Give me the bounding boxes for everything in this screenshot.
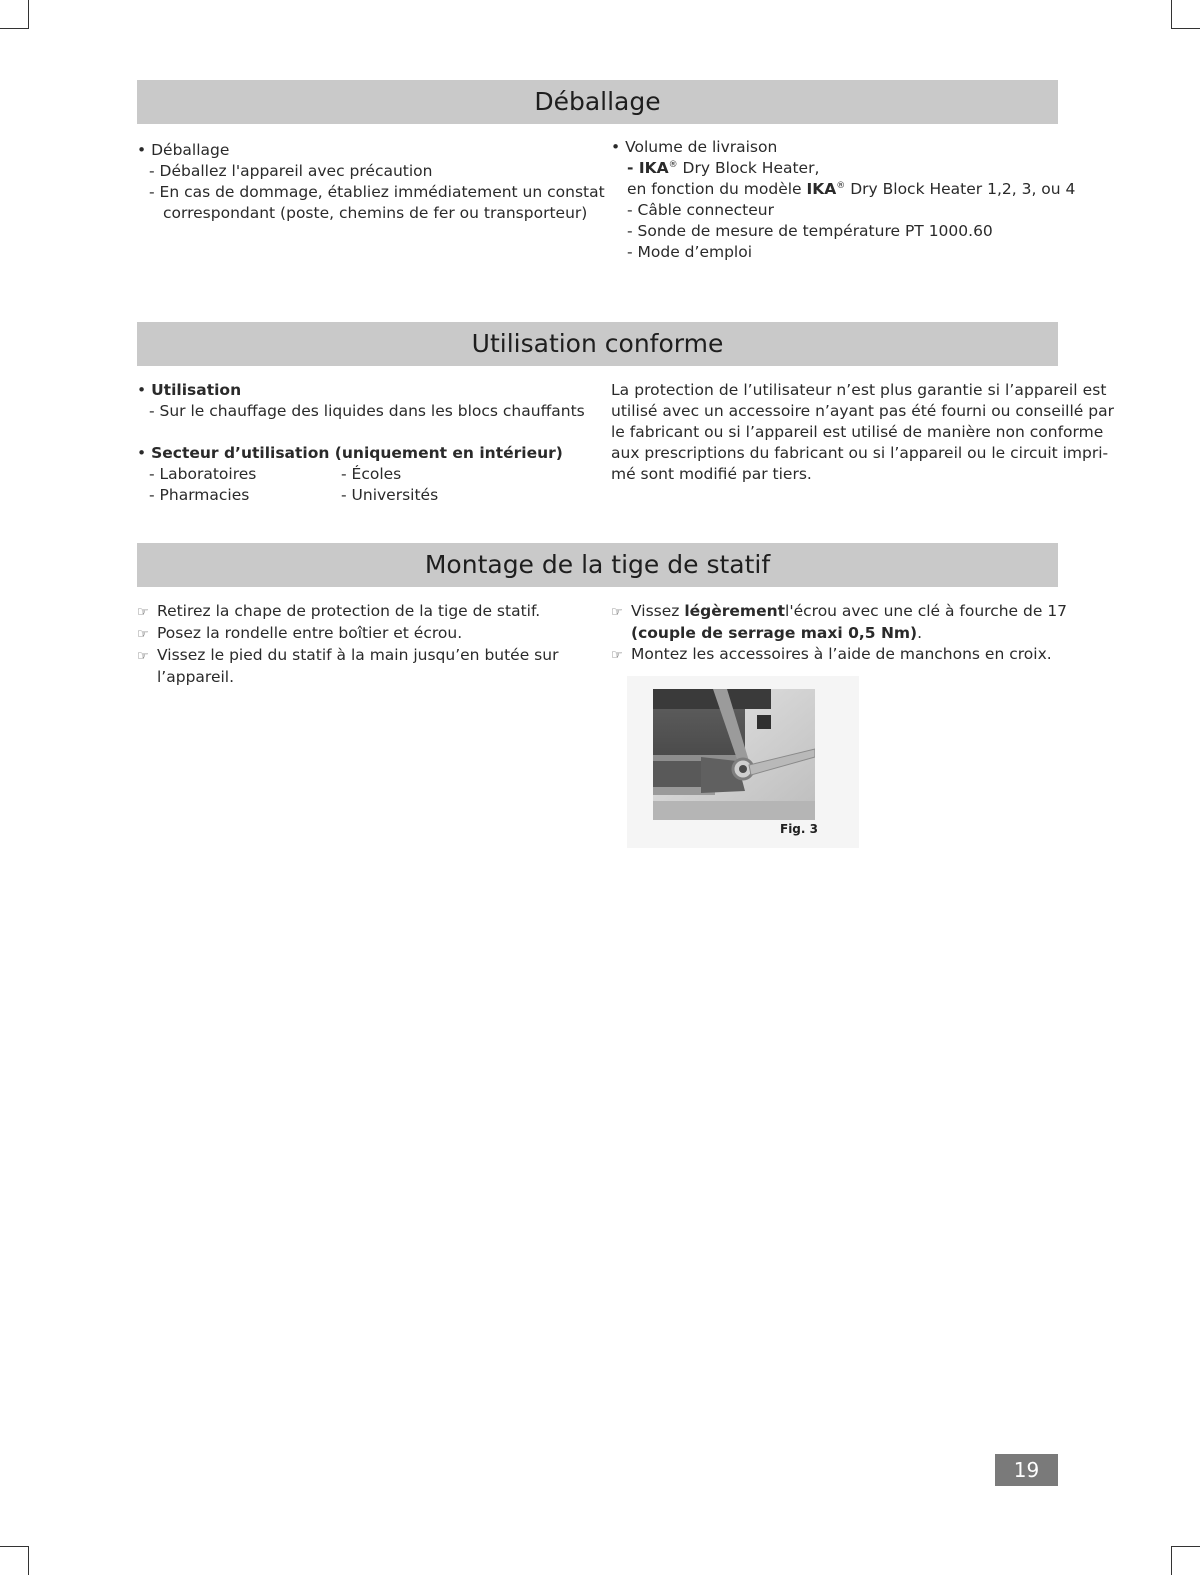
deballage-left-column [137,140,605,224]
bullet-heading: Secteur d’utilisation (uniquement en intérieur) [151,444,563,462]
section-title-montage: Montage de la tige de statif [137,543,1058,587]
list-item: - Câble connecteur [627,201,774,219]
deballage-right-column [611,137,1075,263]
brand-text: IKA [806,180,837,198]
section-title-utilisation: Utilisation conforme [137,322,1058,366]
list-item [611,601,1068,623]
item-text: Retirez la chape de protection de la tige de statif. [157,602,541,620]
bullet-line [137,443,585,464]
crop-mark-top-left [0,0,29,29]
item-text: Vissez [631,602,685,620]
pointing-hand-icon: ☞ [137,605,149,620]
list-item-continuation [611,623,1058,644]
list-item: - Sur le chauffage des liquides dans les blocs chauffants [149,402,585,420]
page-number: 19 [995,1454,1058,1486]
montage-left-column [137,601,558,688]
bullet-icon: • [611,138,621,156]
crop-mark-top-right [1171,0,1200,29]
crop-mark-bottom-left [0,1546,29,1575]
paragraph-line: utilisé avec un accessoire n’ayant pas été fourni ou conseillé par [611,402,1114,420]
grid-cell: - Universités [341,486,439,504]
list-item [137,464,585,485]
registered-mark: ® [836,180,846,191]
montage-right-column [611,601,1068,666]
list-item [137,623,558,645]
utilisation-right-column [611,380,1114,485]
utilisation-left-column [137,380,585,506]
item-text: l'écrou avec une clé à fourche de 17 [785,602,1068,620]
pointing-hand-icon: ☞ [137,627,149,642]
list-item: - En cas de dommage, établiez immédiatement un constat [149,183,605,201]
item-text: Dry Block Heater 1,2, 3, ou 4 [845,180,1076,198]
bullet-heading: Utilisation [151,381,242,399]
emphasis-text: (couple de serrage maxi 0,5 Nm) [631,624,918,642]
bullet-icon: • [137,381,147,399]
bullet-heading: Volume de livraison [625,138,778,156]
pointing-hand-icon: ☞ [137,649,149,664]
wrench-photo [653,689,815,820]
paragraph-line: La protection de l’utilisateur n’est plus garantie si l’appareil est [611,381,1107,399]
registered-mark: ® [668,159,678,170]
list-item [137,645,558,667]
grid-cell: - Laboratoires [149,465,257,483]
item-text: Posez la rondelle entre boîtier et écrou. [157,624,463,642]
section-title-deballage: Déballage [137,80,1058,124]
paragraph-line: le fabricant ou si l’appareil est utilisé de manière non conforme [611,423,1104,441]
bullet-icon: • [137,141,147,159]
list-item [137,601,558,623]
item-text: Montez les accessoires à l’aide de manchons en croix. [631,645,1052,663]
bullet-icon: • [137,444,147,462]
list-item: - Mode d’emploi [627,243,753,261]
bullet-heading: Déballage [151,141,230,159]
figure-caption: Fig. 3 [780,822,818,836]
figure-3 [627,676,859,848]
item-text: . [917,624,923,642]
bullet-line [137,140,605,161]
pointing-hand-icon: ☞ [611,648,623,663]
list-item: correspondant (poste, chemins de fer ou transporteur) [163,204,588,222]
brand-text: - IKA [627,159,669,177]
list-item [611,158,1075,179]
paragraph-line: aux prescriptions du fabricant ou si l’appareil ou le circuit impri- [611,444,1109,462]
crop-mark-bottom-right [1171,1546,1200,1575]
list-item [611,644,1058,666]
list-item-continuation: l’appareil. [157,668,235,686]
list-item: - Déballez l'appareil avec précaution [149,162,433,180]
bullet-line [137,380,585,401]
grid-cell: - Écoles [341,465,402,483]
pointing-hand-icon: ☞ [611,605,623,620]
bullet-line [611,137,1075,158]
list-item [137,485,585,506]
list-item [611,179,1075,200]
item-text: Dry Block Heater, [677,159,820,177]
item-text: Vissez le pied du statif à la main jusqu’en butée sur [157,646,559,664]
emphasis-text: légèrement [684,602,786,620]
paragraph-line: mé sont modifié par tiers. [611,465,812,483]
grid-cell: - Pharmacies [149,486,250,504]
item-text: en fonction du modèle [627,180,807,198]
list-item: - Sonde de mesure de température PT 1000.60 [627,222,993,240]
